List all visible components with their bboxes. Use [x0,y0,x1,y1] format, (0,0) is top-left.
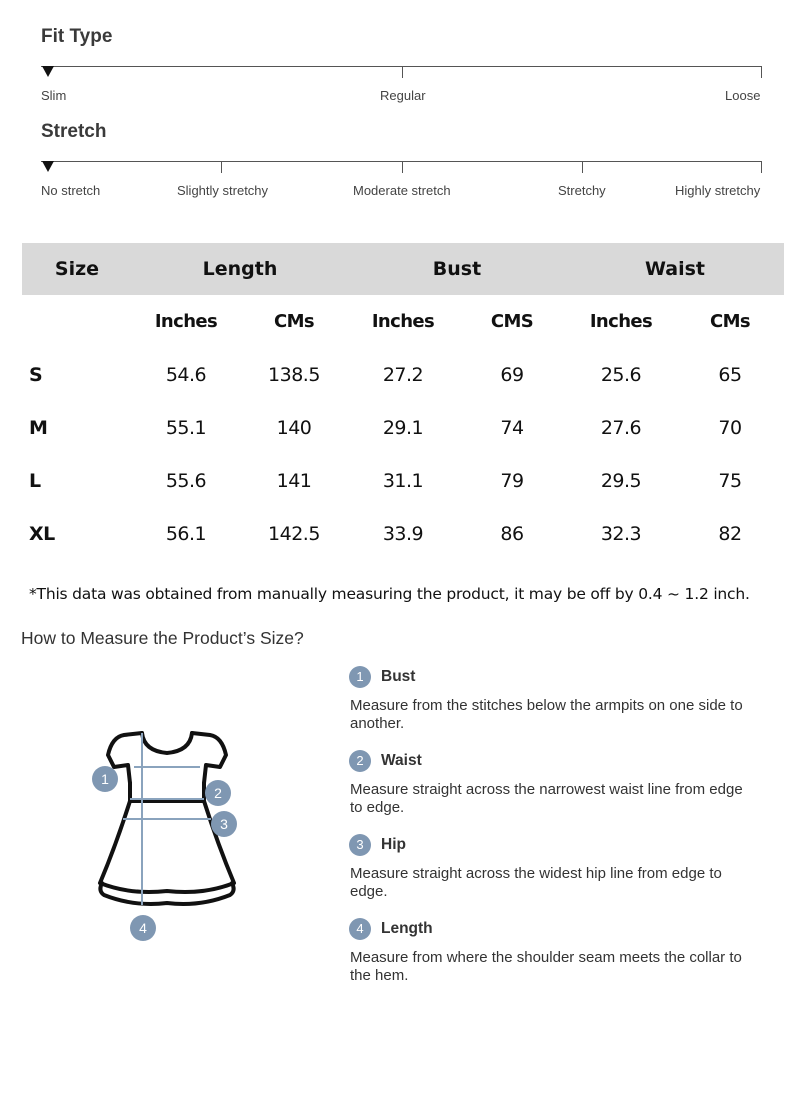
stretch-title: Stretch [41,121,107,142]
step-desc-hip: Measure straight across the widest hip line from edge to edge. [350,865,722,900]
step-desc-length: Measure from where the shoulder seam meets the collar to the hem. [350,949,742,984]
how-to-measure-title: How to Measure the Product’s Size? [21,628,304,648]
table-row [22,454,784,507]
step-desc-waist: Measure straight across the narrowest waist line from edge to edge. [350,781,743,816]
step-title-waist: Waist [381,752,422,769]
table-row [22,401,784,454]
stretch-tick [761,161,762,173]
value-cell: 27.6 [600,416,642,439]
diagram-badge-waist: 2 [205,780,231,806]
table-units-row [22,295,784,348]
value-cell: 54.6 [165,363,207,386]
unit-cell: CMS [490,311,534,332]
table-header-row [22,243,784,295]
step-number-hip: 3 [349,834,371,856]
size-cell: L [29,469,41,492]
size-cell: M [29,416,48,439]
fit-type-title: Fit Type [41,26,113,47]
diagram-badge-bust: 1 [92,766,118,792]
unit-cell: CMs [273,311,315,332]
unit-cell: Inches [589,311,653,332]
value-cell: 75 [718,469,742,492]
value-cell: 70 [718,416,742,439]
value-cell: 55.1 [165,416,207,439]
table-row [22,507,784,560]
unit-cell [22,295,132,348]
value-cell: 79 [500,469,524,492]
unit-cell: Inches [154,311,218,332]
stretch-label-stretchy: Stretchy [558,183,606,198]
step-title-length: Length [381,920,433,937]
fit-type-selected-marker [42,66,54,77]
stretch-label-slightly-stretchy: Slightly stretchy [177,183,269,198]
header-bust: Bust [348,243,566,295]
diagram-badge-length: 4 [130,915,156,941]
fit-type-label-regular: Regular [380,88,426,103]
step-number-bust: 1 [349,666,371,688]
step-desc-bust: Measure from the stitches below the armpits on one side to another. [350,697,743,732]
size-chart-table [22,243,784,560]
fit-type-label-loose: Loose [725,88,761,103]
value-cell: 140 [276,416,312,439]
value-cell: 55.6 [165,469,207,492]
value-cell: 32.3 [600,522,642,545]
table-row [22,348,784,401]
header-length: Length [132,243,348,295]
stretch-selected-marker [42,161,54,172]
step-title-hip: Hip [381,836,406,853]
value-cell: 27.2 [382,363,424,386]
value-cell: 56.1 [165,522,207,545]
value-cell: 141 [276,469,312,492]
value-cell: 33.9 [382,522,424,545]
value-cell: 86 [500,522,524,545]
stretch-tick [582,161,583,173]
stretch-tick [221,161,222,173]
stretch-label-no-stretch: No stretch [41,183,101,198]
value-cell: 29.5 [600,469,642,492]
value-cell: 142.5 [268,522,320,545]
diagram-badge-hip: 3 [211,811,237,837]
unit-cell: CMs [709,311,751,332]
stretch-label-moderate-stretch: Moderate stretch [353,183,451,198]
value-cell: 69 [500,363,524,386]
step-number-length: 4 [349,918,371,940]
stretch-tick [402,161,403,173]
value-cell: 138.5 [268,363,320,386]
unit-cell: Inches [371,311,435,332]
value-cell: 74 [500,416,524,439]
header-size: Size [22,243,132,295]
size-cell: S [29,363,43,386]
value-cell: 65 [718,363,742,386]
value-cell: 25.6 [600,363,642,386]
fit-type-tick [402,66,403,78]
header-waist: Waist [566,243,784,295]
measurement-note: *This data was obtained from manually measuring the product, it may be off by 0.4 ~ 1.2 inch. [29,585,750,603]
stretch-label-highly-stretchy: Highly stretchy [675,183,761,198]
value-cell: 31.1 [382,469,424,492]
fit-type-label-slim: Slim [41,88,67,103]
step-number-waist: 2 [349,750,371,772]
step-title-bust: Bust [381,668,416,685]
size-cell: XL [29,522,55,545]
value-cell: 29.1 [382,416,424,439]
value-cell: 82 [718,522,742,545]
fit-type-tick [761,66,762,78]
